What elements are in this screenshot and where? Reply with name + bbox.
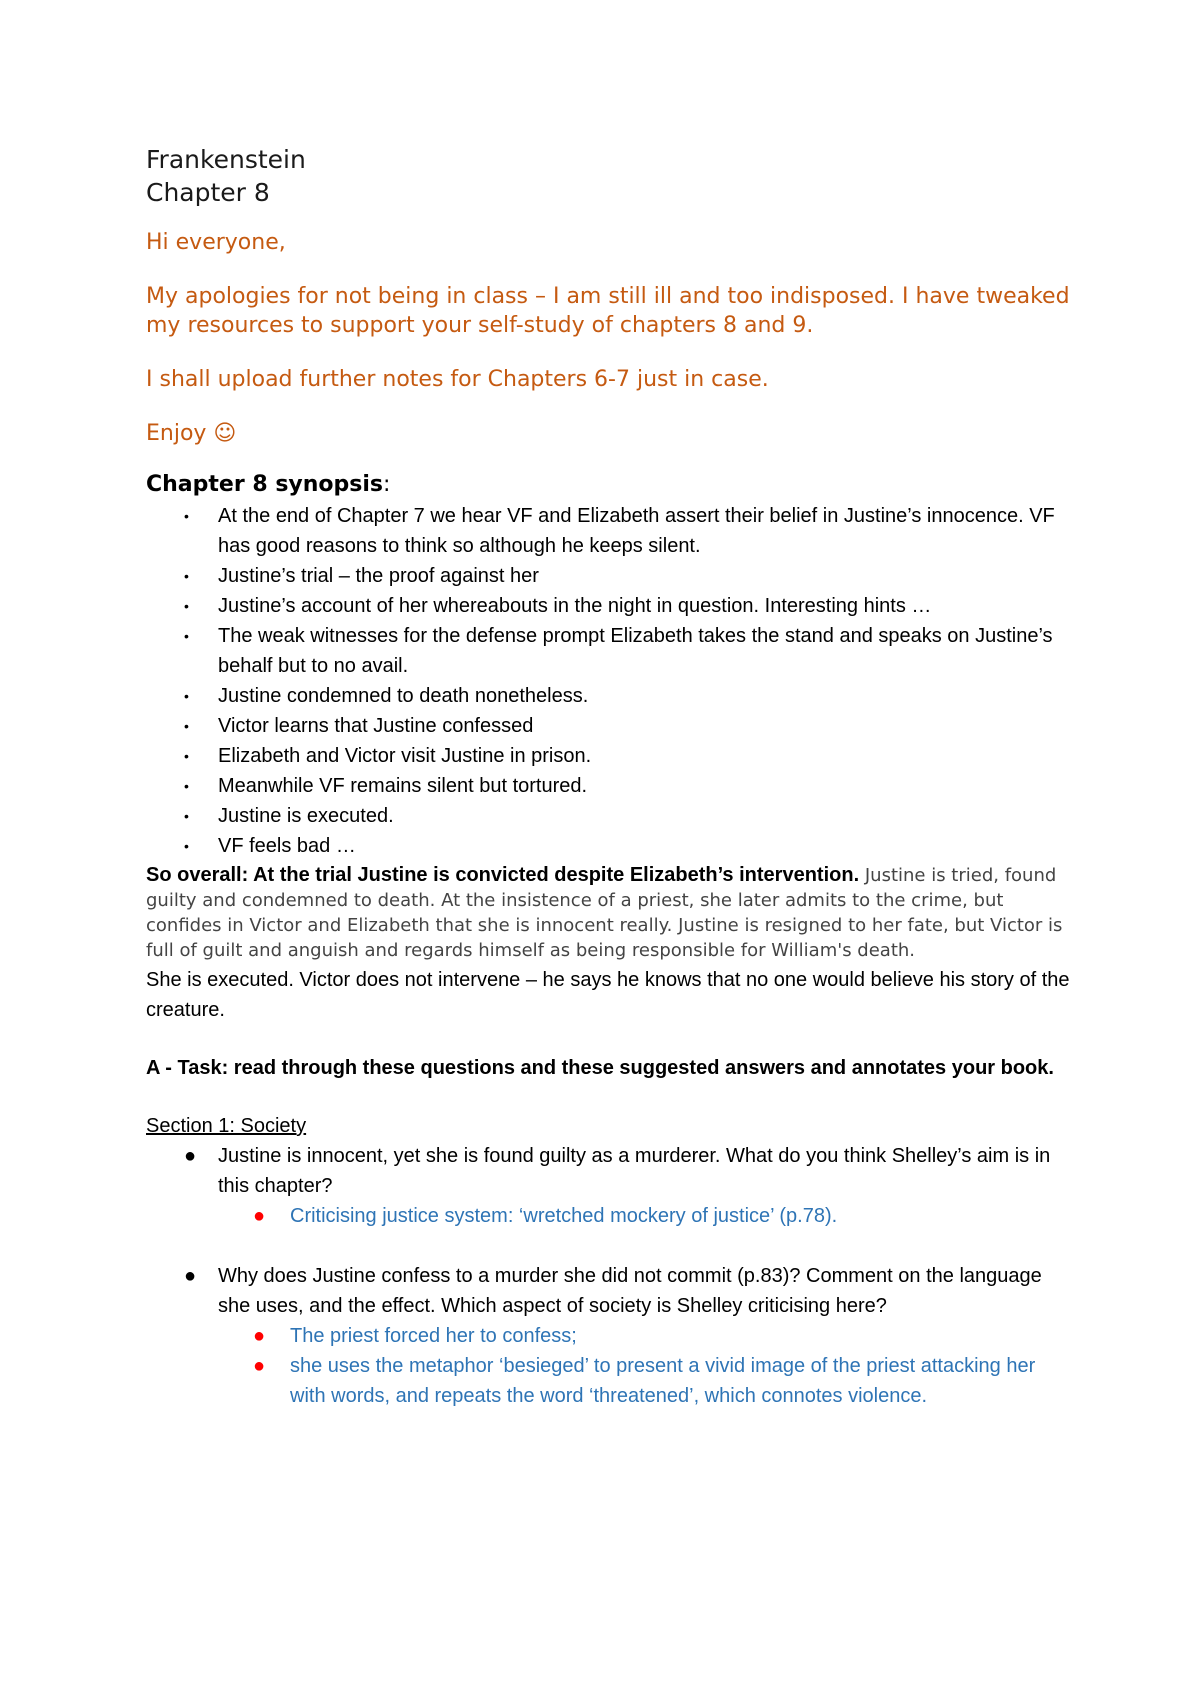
list-item <box>146 501 1076 561</box>
list-item-text: Justine’s account of her whereabouts in the night in question. Interesting hints … <box>218 595 932 617</box>
answer-list <box>218 1321 1076 1411</box>
answer-item <box>217 1351 1076 1411</box>
enjoy-note: Enjoy ☺ <box>146 421 237 446</box>
document-title <box>146 143 1076 209</box>
question-text: Why does Justine confess to a murder she did not commit (p.83)? Comment on the language she uses, and the effect. Which aspect of society is Shelley criticising here? <box>218 1265 1042 1317</box>
title-line-1: Frankenstein <box>146 145 306 174</box>
answer-item <box>217 1201 1076 1231</box>
list-item-text: Justine’s trial – the proof against her <box>218 565 539 587</box>
list-item-text: VF feels bad … <box>218 835 356 857</box>
answer-item <box>217 1321 1076 1351</box>
red-bullet-icon: ● <box>253 1355 266 1377</box>
red-bullet-icon: ● <box>253 1325 266 1347</box>
list-item <box>146 771 1076 801</box>
list-item-text: Justine is executed. <box>218 805 394 827</box>
list-item <box>146 801 1076 831</box>
bullet-icon: • <box>184 598 189 614</box>
bullet-icon: • <box>184 508 189 524</box>
bullet-icon: ● <box>184 1145 197 1167</box>
bullet-icon: • <box>184 628 189 644</box>
list-item <box>146 621 1076 681</box>
answer-text: The priest forced her to confess; <box>290 1325 577 1347</box>
bullet-icon: • <box>184 838 189 854</box>
red-bullet-icon: ● <box>253 1205 266 1227</box>
list-item-text: Victor learns that Justine confessed <box>218 715 534 737</box>
overall-summary-lead: So overall: At the trial Justine is convicted despite Elizabeth’s intervention. <box>146 864 860 886</box>
list-item <box>146 831 1076 861</box>
task-instruction: A - Task: read through these questions and these suggested answers and annotates your book. <box>146 1057 1054 1079</box>
bullet-icon: • <box>184 778 189 794</box>
list-item-text: The weak witnesses for the defense prompt Elizabeth takes the stand and speaks on Justine’s behalf but to no avail. <box>218 625 1053 677</box>
list-item <box>146 681 1076 711</box>
list-item <box>146 561 1076 591</box>
title-line-2: Chapter 8 <box>146 178 270 207</box>
executed-paragraph: She is executed. Victor does not intervene – he says he knows that no one would believe his story of the creature. <box>146 969 1070 1021</box>
answer-text: she uses the metaphor ‘besieged’ to present a vivid image of the priest attacking her with words, and repeats the word ‘threatened’, which connotes violence. <box>290 1355 1036 1407</box>
bullet-icon: • <box>184 568 189 584</box>
list-item <box>146 741 1076 771</box>
section-1-title: Section 1: Society <box>146 1115 307 1137</box>
document-content <box>146 143 1076 1411</box>
question-item <box>146 1261 1076 1411</box>
synopsis-heading-text: Chapter 8 synopsis <box>146 472 384 497</box>
question-item <box>146 1141 1076 1231</box>
bullet-icon: • <box>184 748 189 764</box>
synopsis-heading <box>146 470 1076 499</box>
answer-list <box>218 1201 1076 1231</box>
list-item-text: Elizabeth and Victor visit Justine in prison. <box>218 745 592 767</box>
greeting: Hi everyone, <box>146 230 286 255</box>
list-item <box>146 711 1076 741</box>
bullet-icon: • <box>184 808 189 824</box>
list-item-text: At the end of Chapter 7 we hear VF and Elizabeth assert their belief in Justine’s innocence. VF has good reasons to think so although he keeps silent. <box>218 505 1055 557</box>
overall-summary-detail: Justine is tried, found guilty and condemned to death. At the insistence of a priest, she later admits to the crime, but confides in Victor and Elizabeth that she is innocent really. Justine is resigned to her fate, but Victor is full of guilt and anguish and regards himself as being responsible for William's death. <box>146 865 1063 961</box>
question-text: Justine is innocent, yet she is found guilty as a murderer. What do you think Shelley’s aim is in this chapter? <box>218 1145 1051 1197</box>
list-item-text: Justine condemned to death nonetheless. <box>218 685 589 707</box>
section-1-questions <box>146 1141 1076 1411</box>
upload-note: I shall upload further notes for Chapters 6-7 just in case. <box>146 367 769 392</box>
bullet-icon: • <box>184 688 189 704</box>
list-item-text: Meanwhile VF remains silent but tortured. <box>218 775 588 797</box>
answer-text: Criticising justice system: ‘wretched mockery of justice’ (p.78). <box>290 1205 838 1227</box>
bullet-icon: ● <box>184 1265 197 1287</box>
list-item <box>146 591 1076 621</box>
apology-paragraph: My apologies for not being in class – I am still ill and too indisposed. I have tweaked my resources to support your self-study of chapters 8 and 9. <box>146 284 1070 338</box>
overall-summary <box>146 863 1076 963</box>
synopsis-list <box>146 501 1076 861</box>
synopsis-heading-colon: : <box>383 472 391 497</box>
bullet-icon: • <box>184 718 189 734</box>
